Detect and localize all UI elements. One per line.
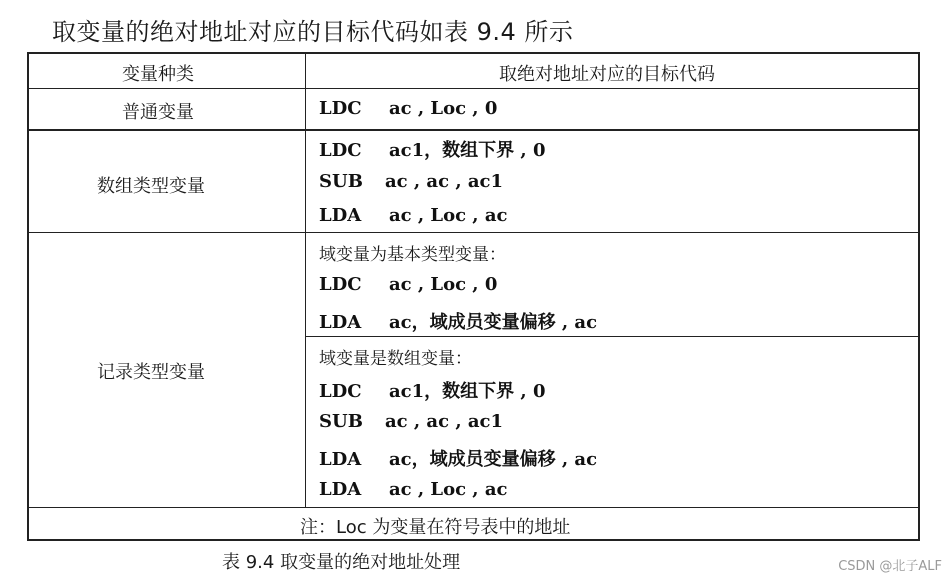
watermark: CSDN @北子ALF bbox=[838, 559, 942, 574]
code-line bbox=[319, 411, 503, 432]
table-caption: 表 9.4 取变量的绝对地址处理 bbox=[222, 552, 461, 573]
operands: ac，域成员变量偏移 , ac bbox=[389, 312, 598, 333]
row-divider bbox=[29, 232, 918, 233]
operands: ac , Loc , ac bbox=[389, 479, 508, 500]
operands: ac , Loc , 0 bbox=[389, 274, 498, 295]
section-heading: 取变量的绝对地址对应的目标代码如表 9.4 所示 bbox=[52, 18, 574, 46]
opcode: LDA bbox=[319, 312, 362, 333]
opcode: LDC bbox=[319, 274, 362, 295]
record-note-array: 域变量是数组变量： bbox=[319, 349, 472, 369]
operands: ac，域成员变量偏移 , ac bbox=[389, 449, 598, 470]
footnote-divider bbox=[29, 507, 918, 508]
operands: ac , ac , ac1 bbox=[385, 411, 503, 432]
operands: ac , ac , ac1 bbox=[385, 171, 503, 192]
label-array-variable: 数组类型变量 bbox=[97, 176, 205, 197]
operands: ac , Loc , ac bbox=[389, 205, 508, 226]
operands: ac , Loc , 0 bbox=[389, 98, 498, 119]
code-line bbox=[319, 205, 507, 226]
header-target-code: 取绝对地址对应的目标代码 bbox=[499, 64, 715, 85]
code-line bbox=[319, 445, 597, 471]
header-divider bbox=[29, 88, 918, 89]
opcode: LDC bbox=[319, 381, 362, 402]
label-record-variable: 记录类型变量 bbox=[97, 362, 205, 383]
code-line bbox=[319, 479, 507, 500]
opcode: SUB bbox=[319, 171, 363, 192]
code-line bbox=[319, 274, 497, 295]
column-divider bbox=[305, 54, 306, 507]
opcode: LDA bbox=[319, 205, 362, 226]
code-line bbox=[319, 98, 497, 119]
opcode: SUB bbox=[319, 411, 363, 432]
operands: ac1，数组下界 , 0 bbox=[389, 381, 546, 402]
row-divider bbox=[29, 129, 918, 131]
header-variable-kind: 变量种类 bbox=[122, 64, 194, 85]
opcode: LDC bbox=[319, 140, 362, 161]
table-footnote: 注：Loc 为变量在符号表中的地址 bbox=[300, 517, 571, 538]
opcode: LDA bbox=[319, 449, 362, 470]
operands: ac1，数组下界 , 0 bbox=[389, 140, 546, 161]
opcode: LDA bbox=[319, 479, 362, 500]
code-line bbox=[319, 136, 545, 162]
opcode: LDC bbox=[319, 98, 362, 119]
label-normal-variable: 普通变量 bbox=[122, 102, 194, 123]
code-line bbox=[319, 308, 597, 334]
record-note-basic: 域变量为基本类型变量： bbox=[319, 245, 506, 265]
code-line bbox=[319, 377, 545, 403]
record-section-divider bbox=[305, 336, 918, 337]
code-line bbox=[319, 171, 503, 192]
